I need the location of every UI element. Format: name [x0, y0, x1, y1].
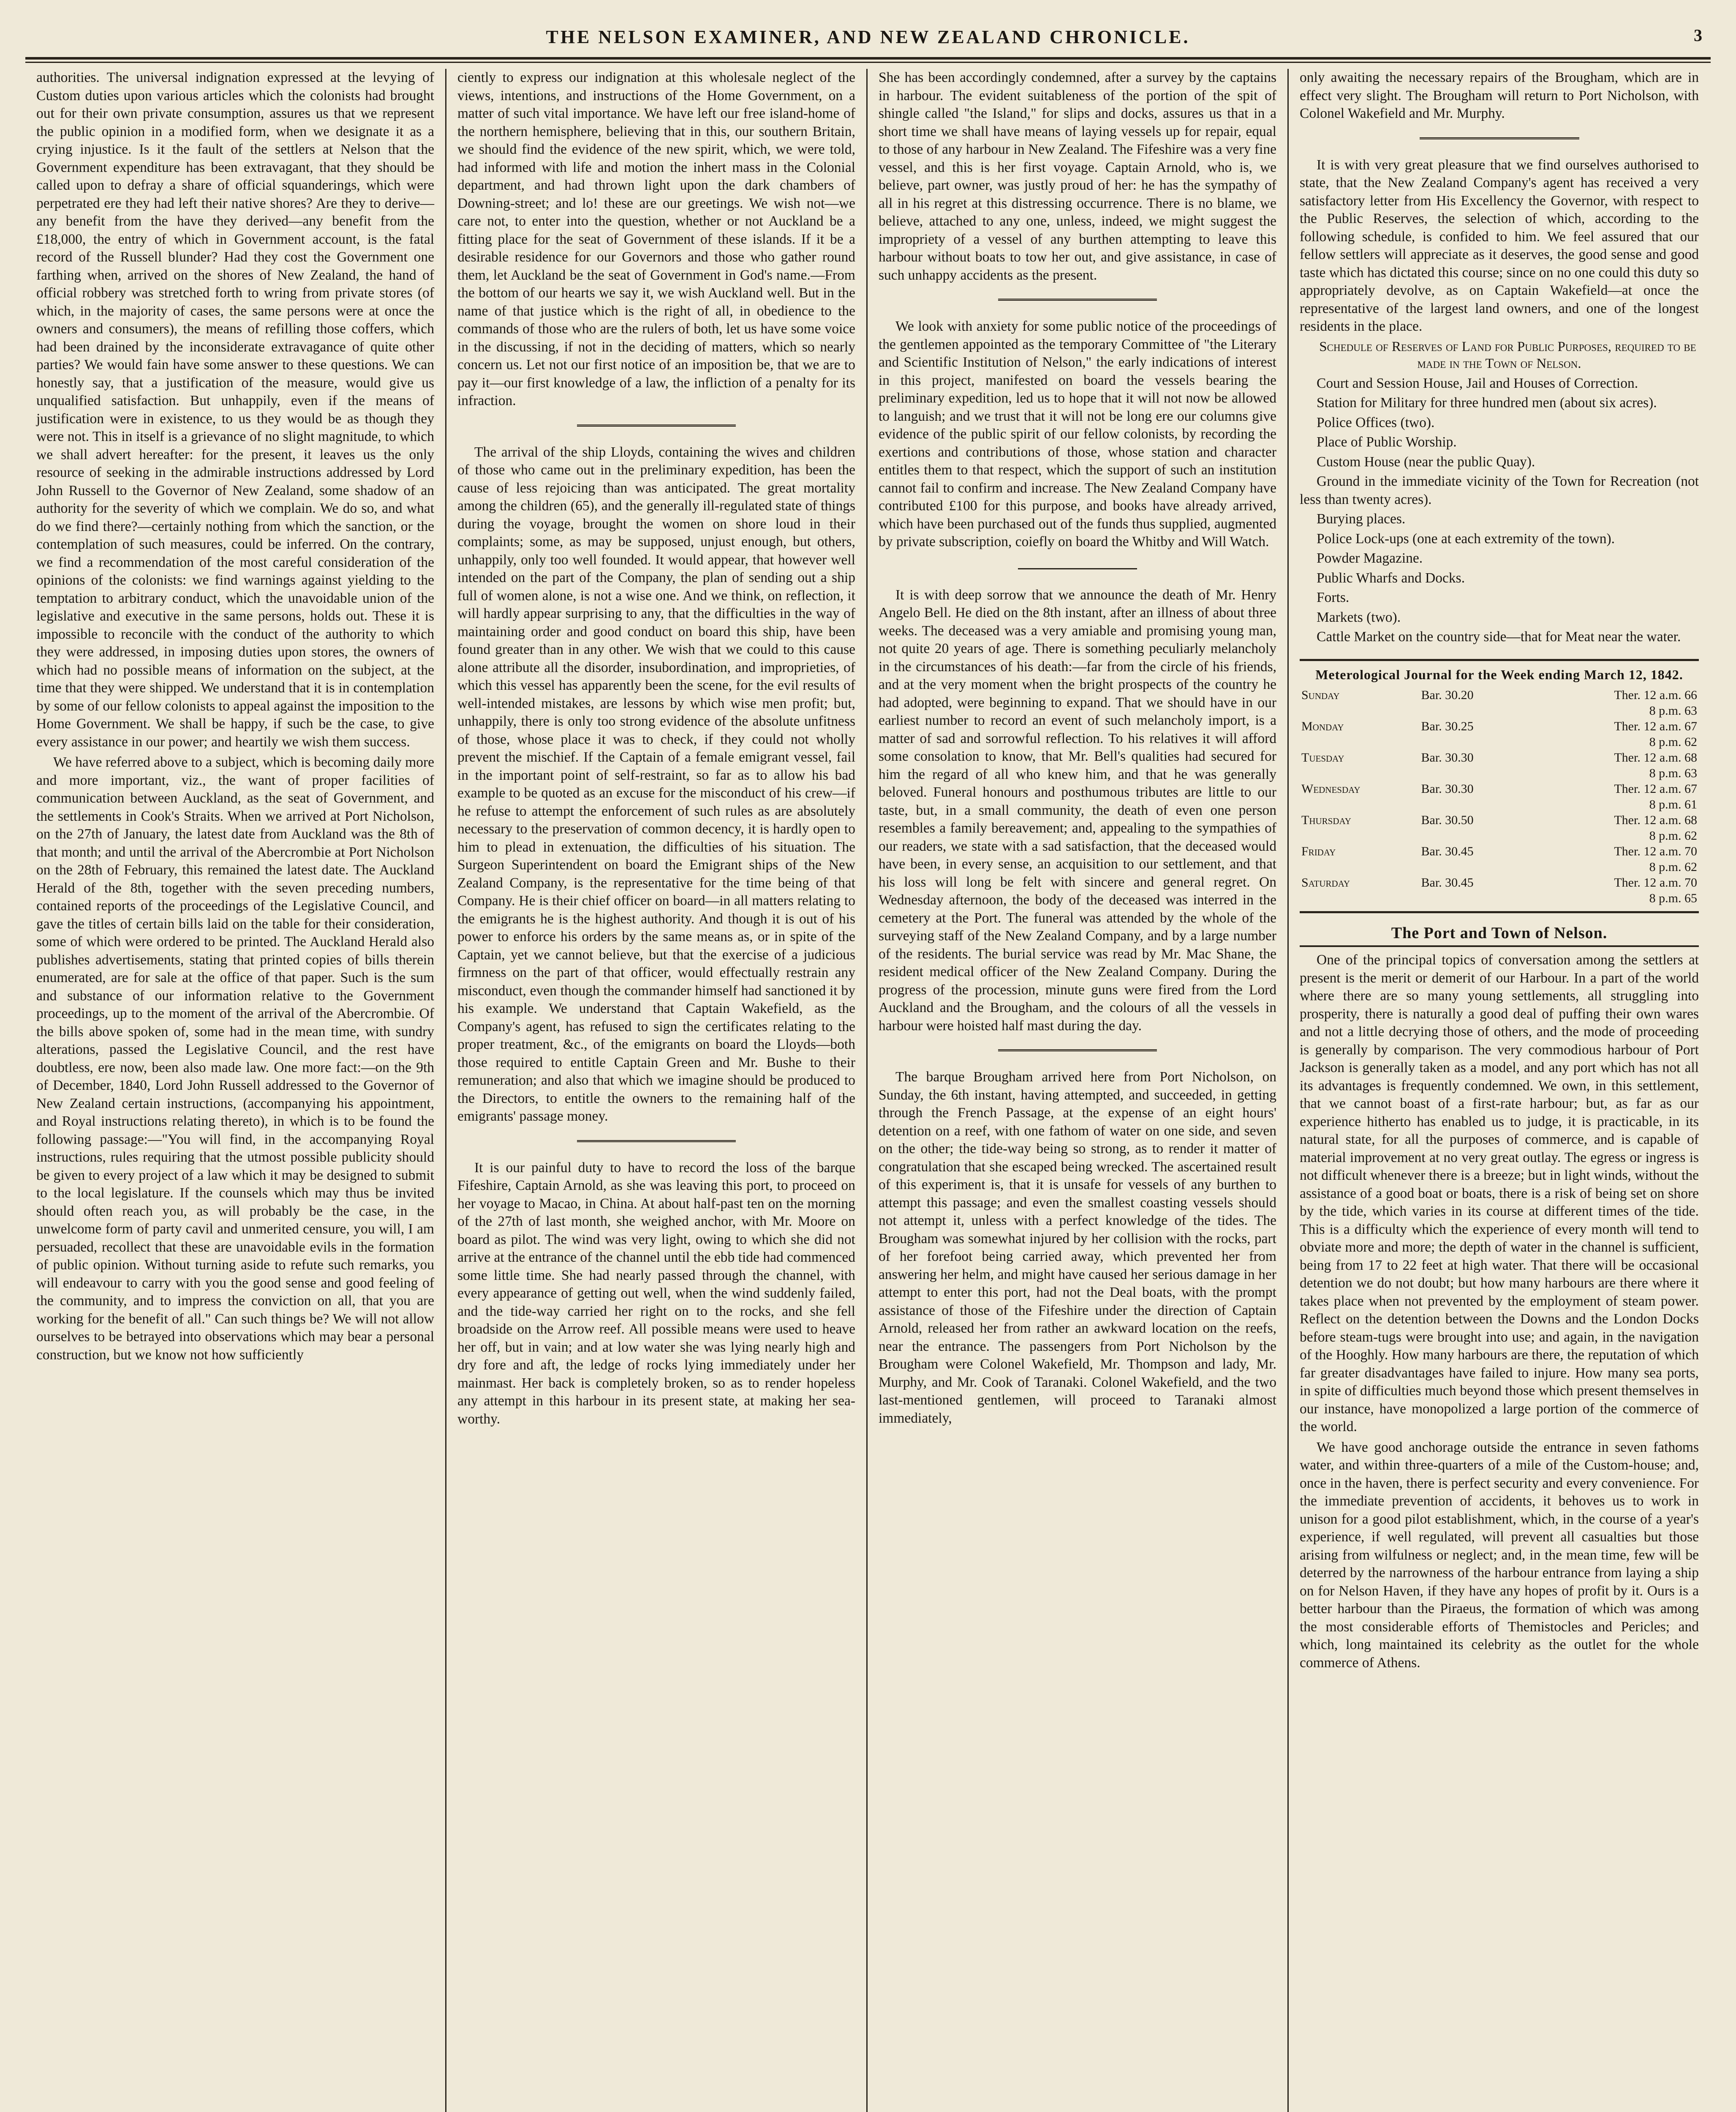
met-thermometer-evening: 8 p.m. 62 [1649, 735, 1697, 749]
met-row [1300, 812, 1699, 828]
schedule-item: Forts. [1317, 590, 1350, 605]
met-spacer [1300, 703, 1420, 719]
met-spacer [1300, 797, 1420, 812]
met-row-evening [1300, 797, 1699, 812]
section-divider [577, 1140, 736, 1145]
met-thermometer-noon: Ther. 12 a.m. 67 [1614, 719, 1697, 733]
article-paragraph: The arrival of the ship Lloyds, containing the wives and children of those who came out in the preliminary expedition, has been the cause of less rejoicing than was anticipated. The great mortality among the children (65), and the generally ill-regulated state of things during the voyage, brought the women on shore loud in their complaints; some, as may be supposed, unjust enough, but others, unhappily, only too well founded. It would appear, that however well intended on the part of the Company, the plan of sending out a ship full of women alone, is not a wise one. And we think, on reflection, it will hardly appear surprising to any, that the difficulties in the way of maintaining order and good conduct on board this ship, have been found greater than in any other. We wish that we could to this cause alone attribute all the disorder, insubordination, and improprieties, of which this vessel has apparently been the scene, for the evil results of well-intended mistakes, are lessons by which wise men profit; but, unhappily, there is only too strong evidence of the absolute unfitness of those, whose place it was to check, if they could not wholly prevent the mischief. If the Captain of a female emigrant vessel, fail in the important point of self-restraint, so far as to allow his bad example to be quoted as an excuse for the misconduct of his crew—if he refuse to attempt the enforcement of such rules as are absolutely necessary to the preservation of common decency, it is hardly open to him to plead in extenuation, the difficulties of his situation. The Surgeon Superintendent on board the Emigrant ships of the New Zealand Company, is the representative for the time being of that Company. He is their chief officer on board—in all matters relating to the emigrants he is the highest authority. And though it is out of his power to enforce his orders by the same means as, or in spite of the Captain, yet we cannot believe, but that the exercise of a judicious firmness on the part of that officer, would effectually restrain any misconduct, even though the commander himself had sanctioned it by his example. We understand that Captain Wakefield, as the Company's agent, has refused to sign the certificates relating to the proper treatment, &c., of the emigrants on board the Lloyds—both those required to entitle Captain Green and Mr. Bushe to their remuneration; and also that which we imagine should be produced to the Directors, to entitle the owners to the remaining half of the emigrants' passage money. [457, 444, 855, 1124]
met-day: Monday [1301, 719, 1344, 733]
section-divider [577, 425, 736, 429]
schedule-item: Public Wharfs and Docks. [1317, 570, 1465, 586]
met-row-evening [1300, 828, 1699, 844]
schedule-item: Powder Magazine. [1317, 550, 1423, 566]
met-thermometer-noon: Ther. 12 a.m. 70 [1614, 844, 1697, 858]
page-number: 3 [1694, 26, 1702, 45]
section-divider [1420, 137, 1579, 142]
met-spacer [1300, 859, 1420, 875]
article-paragraph: authorities. The universal indignation expressed at the levying of Custom duties upon various articles which the colonists had brought out for their own private consumption, assures us that we represent the public opinion in a modified form, when we designate it as a crying injustice. Is it the fault of the settlers at Nelson that the Government expenditure has been extravagant, that they should be called upon to defray a share of official squanderings, which were perpetrated ere they had left their native shores? Are they to derive—any benefit from the have they derived—any benefit from the £18,000, the entry of which in Government account, is the fatal record of the Russell blunder? Had they cost the Government one farthing when, arrived on the shores of New Zealand, the hand of official robbery was stretched forth to wring from private stores (of which, in the majority of cases, the same persons were at once the owners and consumers), the means of refilling those coffers, which had been drained by the inconsiderate extravagance of quite other parties? We would fain have some answer to these questions. We can honestly say, that a justification of the measure, would give us unqualified satisfaction. But unhappily, even if the means of justification were in existence, to us they would be as though they were not. This in itself is a grievance of no slight magnitude, to which we shall advert hereafter: for the present, it leaves us the only resource of seeking in the admirable instructions addressed by Lord John Russell to the Governor of New Zealand, some shadow of an authority for the severity of which we complain. We do so, and what do we find there?—certainly nothing from which the sanction, or the contemplation of such measures, could be inferred. On the contrary, we find a recommendation of the most careful consideration of the opinions of the colonists: we find warnings against yielding to the temptation to arbitrary conduct, which the unavoidable union of the legislative and executive in the same persons, holds out. These it is impossible to reconcile with the conduct of the authority to which they were addressed, in imposing duties upon stores, the owners of which had no possible means of information on the subject, at the time that they were shipped. We understand that it is in contemplation by some of our fellow colonists to appeal against the imposition to the Home Government. We shall be happy, if such be the case, to give every assistance in our power; and heartily we wish them success. [36, 70, 434, 750]
met-spacer [1300, 765, 1420, 781]
met-thermometer-evening: 8 p.m. 61 [1649, 797, 1697, 811]
met-day: Wednesday [1301, 781, 1361, 796]
article-paragraph: We have good anchorage outside the entrance in seven fathoms water, and within three-quarters of a mile of the Custom-house; and, once in the haven, there is perfect security and every convenience. For the immediate prevention of accidents, it behoves us to work in unison for a good pilot establishment, which, in the course of a year's experience, if well regulated, will prevent all casualties but those arising from wilfulness or neglect; and, in the mean time, few will be deterred by the narrowness of the harbour entrance from laying a ship on for Nelson Haven, if they have any hopes of profit by it. Ours is a better harbour than the Piraeus, the formation of which was among the most considerable efforts of Themistocles and Pericles; and which, long maintained its celebrity as the outlet for the whole commerce of Athens. [1300, 1439, 1699, 1671]
column-1 [25, 69, 446, 2112]
article-paragraph: It is our painful duty to have to record the loss of the barque Fifeshire, Captain Arnold, as she was leaving this port, to proceed on her voyage to Macao, in China. At about half-past ten on the morning of the 27th of last month, she weighed anchor, with Mr. Moore on board as pilot. The wind was very light, owing to which she did not arrive at the entrance of the channel until the ebb tide had commenced some little time. She had nearly passed through the channel, with every appearance of getting out well, when the wind suddenly failed, and the tide-way carried her right on to the rocks, and she fell broadside on the Arrow reef. All possible means were used to heave her off, but in vain; and at low water she was lying nearly high and dry fore and aft, the ledge of rocks lying immediately under her mainmast. Her back is completely broken, so as to render hopeless any attempt in this harbour in its present state, at making her sea-worthy. [457, 1159, 855, 1427]
met-barometer: Bar. 30.30 [1421, 750, 1474, 765]
schedule-item: Ground in the immediate vicinity of the Town for Recreation (not less than twenty acres). [1300, 474, 1699, 507]
met-thermometer-noon: Ther. 12 a.m. 68 [1614, 813, 1697, 827]
article-paragraph: It is with deep sorrow that we announce the death of Mr. Henry Angelo Bell. He died on the 8th instant, after an illness of about three weeks. The deceased was a very amiable and promising young man, not quite 20 years of age. There is something peculiarly melancholy in the circumstances of his death:—far from the circle of his friends, and at the very moment when the bright prospects of the country he had adopted, were beginning to expand. That we should have in our earliest number to record an event of such melancholy import, is a matter of sad and sorrowful reflection. To his relatives it will afford some consolation to know, that Mr. Bell's qualities had secured for him the regard of all who knew him, and that he was generally beloved. Funeral honours and posthumous tributes are little to our taste, but, in a small community, the death of even one person resembles a family bereavement; and, appealing to the sympathies of our readers, we state with a sad satisfaction, that the deceased would have been, in every sense, an acquisition to our settlement, and that his loss will long be felt with sincere and general regret. On Wednesday afternoon, the body of the deceased was interred in the cemetery at the Port. The funeral was attended by the whole of the surveying staff of the New Zealand Company, and by a large number of the residents. The burial service was read by Mr. Mac Shane, the resident medical officer of the New Zealand Company. During the progress of the procession, minute guns were fired from the Lord Auckland and the Brougham, and the colours of all the vessels in harbour were hoisted half mast during the day. [879, 587, 1276, 1034]
schedule-item: Court and Session House, Jail and Houses of Correction. [1317, 375, 1638, 391]
met-thermometer-evening: 8 p.m. 63 [1649, 766, 1697, 780]
schedule-heading: Schedule of Reserves of Land for Public Purposes, required to be made in the Town of Nelson. [1319, 339, 1696, 371]
article-paragraph: ciently to express our indignation at this wholesale neglect of the views, intentions, and instructions of the Home Government, on a matter of such vital importance. We have left our free island-home of the northern hemisphere, believing that in this, our southern Britain, we should find the evidence of the new spirit, which, we were told, had informed with life and motion the inhert mass in the Colonial department, and had thrown light upon the dark chambers of Downing-street; and lo! these are our greetings. We wish not—we care not, to enter into the question, whether or not Auckland be a fitting place for the seat of Government of these islands. If it be a desirable residence for our Governors and those who gather round them, let Auckland be the seat of Government in God's name.—From the bottom of our hearts we say it, we wish Auckland well. But in the name of that justice which is the right of all, in obedience to the commands of those who are the rulers of both, let us have some voice in the discussing, if not in the deciding of matters, which so nearly concern us. Let not our first notice of an imposition be, that we are to pay it—our first knowledge of a law, the infliction of a penalty for its infraction. [457, 70, 855, 408]
article-paragraph: We have referred above to a subject, which is becoming daily more and more important, viz., the want of proper facilities of communication between Auckland, as the seat of Government, and the settlements in Cook's Straits. When we arrived at Port Nicholson, on the 27th of January, the latest date from Auckland was the 8th of that month; and until the arrival of the Abercrombie at Port Nicholson on the 28th of February, this remained the latest date. The Auckland Herald of the 8th, together with the seven preceding numbers, contained reports of the proceedings of the Legislative Council, and gave the titles of certain bills laid on the table for their consideration, some of which were ordered to be printed. The Auckland Herald also publishes advertisements, stating that printed copies of bills therein enumerated, are for sale at the office of that paper. Such is the sum and substance of our information relative to the Government proceedings, up to the moment of the arrival of the Abercrombie. Of the bills above spoken of, some had in the mean time, with sundry alterations, passed the Legislative Council, and the rest have doubtless, ere now, been also made law. One more fact:—on the 9th of December, 1840, Lord John Russell addressed to the Governor of New Zealand certain instructions, (accompanying his appointment, and Royal instructions relating thereto), in which is to be found the following passage:—"You will find, in the accompanying Royal instructions, rules requiring that the utmost possible publicity should be given to every project of a law which it may be designed to submit to the local legislature. If the counsels which may thus be invited should often reach you, as will probably be the case, in the unwelcome form of party cavil and unmerited censure, you will, I am persuaded, recollect that these are unavoidable evils in the formation of public opinion. Without turning aside to refute such remarks, you will endeavour to carry with you the good sense and good feeling of the community, and to impress the conviction on all, that you are working for the benefit of all." Can such things be? We will not allow ourselves to be betrayed into observations which may bear a personal construction, but we know not how sufficiently [36, 754, 434, 1363]
meteorological-journal [1300, 659, 1699, 913]
met-thermometer-noon: Ther. 12 a.m. 67 [1614, 781, 1697, 796]
schedule-item: Custom House (near the public Quay). [1317, 454, 1535, 470]
met-spacer [1420, 828, 1529, 844]
met-row [1300, 719, 1699, 734]
met-row-evening [1300, 765, 1699, 781]
masthead-rule [25, 62, 1711, 63]
column-3 [868, 69, 1289, 2112]
met-spacer [1420, 859, 1529, 875]
met-day: Sunday [1301, 688, 1340, 702]
schedule-item: Cattle Market on the country side—that for Meat near the water. [1317, 629, 1681, 645]
met-spacer [1420, 797, 1529, 812]
met-journal-title: Meterological Journal for the Week ending March 12, 1842. [1315, 667, 1683, 682]
met-spacer [1420, 765, 1529, 781]
met-barometer: Bar. 30.45 [1421, 844, 1474, 858]
met-spacer [1420, 703, 1529, 719]
met-row [1300, 687, 1699, 703]
met-barometer: Bar. 30.30 [1421, 781, 1474, 796]
article-paragraph: One of the principal topics of conversation among the settlers at present is the merit or demerit of our Harbour. In a part of the world where there are so many young settlements, all struggling into prosperity, there is naturally a good deal of puffing their own wares and not a little decrying those of others, and the mode of proceeding is generally by comparison. The very commodious harbour of Port Jackson is generally taken as a model, and any port which has not all its advantages is frequently condemned. We own, in this settlement, that we cannot boast of a first-rate harbour; but, as far as our experience hitherto has enabled us to judge, it is practicable, in its natural state, for all the purposes of commerce, and is capable of material improvement at no very great outlay. The egress or ingress is not difficult whenever there is a breeze; but in light winds, without the assistance of a good boat or boats, there is a risk of being set on shore by the tide, which varies in its course at different times of the tide. This is a difficulty which the experience of every month will tend to obviate more and more; the depth of water in the channel is sufficient, being from 17 to 22 feet at high water. That there will be occasional detention we do not doubt; but how many harbours are there where it takes place when not prevented by the employment of steam power. Reflect on the detention between the Downs and the London Docks before steam-tugs were brought into use; and again, in the navigation of the Hooghly. How many harbours are there, the reputation of which far greater disadvantages have failed to injure. How many sea ports, in spite of difficulties much beyond those which present themselves in our instance, have monopolized a large portion of the commerce of the world. [1300, 952, 1699, 1434]
met-thermometer-evening: 8 p.m. 62 [1649, 828, 1697, 843]
section-divider [998, 299, 1157, 303]
met-day: Friday [1301, 844, 1336, 858]
met-row [1300, 875, 1699, 890]
met-row [1300, 750, 1699, 765]
masthead [25, 17, 1711, 60]
met-barometer: Bar. 30.45 [1421, 875, 1474, 890]
met-day: Thursday [1301, 813, 1351, 827]
met-spacer [1300, 734, 1420, 750]
article-paragraph: She has been accordingly condemned, after a survey by the captains in harbour. The evident suitableness of the portion of the spit of shingle called "the Island," for slips and docks, assures us that in a short time we shall have means of laying vessels up for repair, equal to those of any harbour in New Zealand. The Fifeshire was a very fine vessel, and this is her first voyage. Captain Arnold, who is, we believe, part owner, was justly proud of her: he has the sympathy of all in his regret at this distressing occurrence. There is no blame, we believe, attached to any one, unless, indeed, we might suggest the impropriety of a vessel of any burthen attempting to leave this harbour without boats to tow her out, and give assistance, in case of such unhappy accidents as the present. [879, 70, 1276, 283]
article-paragraph: The barque Brougham arrived here from Port Nicholson, on Sunday, the 6th instant, having attempted, and succeeded, in getting through the French Passage, at the expense of an eight hours' detention on a reef, with one fathom of water on one side, and seven on the other; the tide-way being so strong, as to render it matter of congratulation that she escaped being wrecked. The ascertained result of this experiment is, that it is unsafe for vessels of any burthen to attempt this passage; and even the smallest coasting vessels should not attempt it, unless with a perfect knowledge of the tides. The Brougham was somewhat injured by her collision with the rocks, part of her forefoot being carried away, which prevented her from answering her helm, and might have caused her serious damage in her attempt to enter this port, had not the Deal boats, with the prompt assistance of those of the Fifeshire under the direction of Captain Arnold, released her from rather an awkward location on the reefs, near the entrance. The passengers from Port Nicholson by the Brougham were Colonel Wakefield, Mr. Thompson and lady, Mr. Murphy, and Mr. Cook of Taranaki. Colonel Wakefield, and the two last-mentioned gentlemen, will proceed to Taranaki almost immediately, [879, 1069, 1276, 1426]
section-divider [998, 1049, 1157, 1054]
schedule-list [1300, 375, 1699, 646]
met-thermometer-noon: Ther. 12 a.m. 68 [1614, 750, 1697, 765]
port-section-heading: The Port and Town of Nelson. [1300, 924, 1699, 947]
met-spacer [1300, 890, 1420, 906]
met-row [1300, 781, 1699, 797]
schedule-item: Police Offices (two). [1317, 414, 1435, 430]
met-row-evening [1300, 703, 1699, 719]
met-row [1300, 844, 1699, 859]
column-4 [1289, 69, 1710, 2112]
met-thermometer-noon: Ther. 12 a.m. 70 [1614, 875, 1697, 890]
met-spacer [1420, 890, 1529, 906]
met-row-evening [1300, 859, 1699, 875]
columns [25, 69, 1711, 2112]
column-2 [446, 69, 868, 2112]
masthead-title: THE NELSON EXAMINER, AND NEW ZEALAND CHRONICLE. [546, 27, 1190, 47]
met-row-evening [1300, 890, 1699, 906]
article-paragraph: It is with very great pleasure that we find ourselves authorised to state, that the New Zealand Company's agent has received a very satisfactory letter from His Excellency the Governor, with respect to the Public Reserves, the selection of which, according to the following schedule, is confided to him. We feel assured that our fellow settlers will appreciate as it deserves, the good sense and good taste which has dictated this course; since on no one could this duty so appropriately devolve, as on Captain Wakefield—at once the representative of the largest land owners, and one of the longest residents in the place. [1300, 157, 1699, 334]
met-day: Tuesday [1301, 750, 1344, 765]
met-day: Saturday [1301, 875, 1350, 890]
met-barometer: Bar. 30.20 [1421, 688, 1474, 702]
met-spacer [1420, 734, 1529, 750]
article-paragraph: We look with anxiety for some public notice of the proceedings of the gentlemen appointed as the temporary Committee of "the Literary and Scientific Institution of Nelson," the early indications of interest in this project, manifested on board the vessels bearing the preliminary expedition, led us to hope that it will not now be allowed to languish; and we trust that it will not be long ere our columns give evidence of the public spirit of our fellow colonists, by recording the exertions and contributions of those, whose station and character entitles them to that respect, which the support of such an institution cannot fail to confirm and increase. The New Zealand Company have contributed £100 for this purpose, and books have already arrived, which have been purchased out of the funds thus supplied, augmented by private subscription, coiefly on board the Whitby and Will Watch. [879, 318, 1276, 550]
schedule-item: Place of Public Worship. [1317, 434, 1457, 450]
met-thermometer-noon: Ther. 12 a.m. 66 [1614, 688, 1697, 702]
met-barometer: Bar. 30.50 [1421, 813, 1474, 827]
schedule-item: Markets (two). [1317, 609, 1401, 625]
section-divider [1018, 568, 1137, 569]
met-spacer [1300, 828, 1420, 844]
met-row-evening [1300, 734, 1699, 750]
met-barometer: Bar. 30.25 [1421, 719, 1474, 733]
met-thermometer-evening: 8 p.m. 63 [1649, 703, 1697, 718]
met-thermometer-evening: 8 p.m. 65 [1649, 891, 1697, 905]
schedule-item: Police Lock-ups (one at each extremity of the town). [1317, 531, 1615, 547]
met-thermometer-evening: 8 p.m. 62 [1649, 860, 1697, 874]
article-paragraph: only awaiting the necessary repairs of the Brougham, which are in effect very slight. The Brougham will return to Port Nicholson, with Colonel Wakefield and Mr. Murphy. [1300, 70, 1699, 121]
met-journal-table [1300, 687, 1699, 906]
schedule-item: Burying places. [1317, 511, 1406, 527]
schedule-item: Station for Military for three hundred men (about six acres). [1317, 395, 1657, 411]
